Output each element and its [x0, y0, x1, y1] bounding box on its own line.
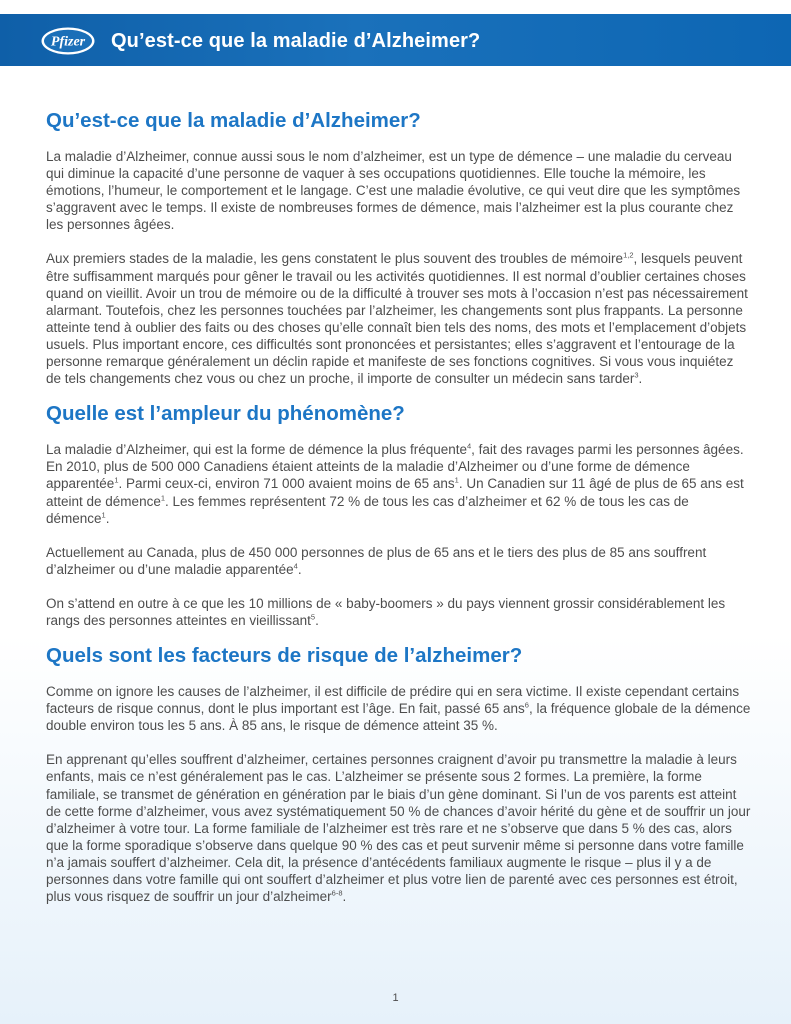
page-number: 1	[392, 992, 399, 1004]
footnote-ref: 1,2	[623, 250, 634, 260]
footnote-ref: 5	[310, 612, 316, 622]
paragraph: Actuellement au Canada, plus de 450 000 personnes de plus de 65 ans et le tiers des plus de 85 ans souffrent d’alzheimer ou d’une maladie apparentée$^4$.	[46, 544, 707, 577]
paragraph: On s’attend en outre à ce que les 10 millions de « baby-boomers » du pays viennent grossir considérablement les rangs des personnes atteintes en vieillissant$^5$.	[46, 595, 726, 628]
footnote-ref: 4	[467, 441, 472, 451]
section-heading: Qu’est-ce que la maladie d’Alzheimer?	[46, 109, 421, 132]
pfizer-logo	[40, 26, 96, 56]
footnote-ref: 1	[101, 510, 106, 520]
footnote-ref: 4	[293, 561, 298, 571]
header-title: Qu’est-ce que la maladie d’Alzheimer?	[111, 30, 481, 52]
paragraph: En apprenant qu’elles souffrent d’alzheimer, certaines personnes craignent d’avoir pu transmettre la maladie à leurs enfants, mais ce n’est généralement pas le cas. L’alzheimer se présente sous 2 formes. La première, la forme familiale, se transmet de génération en génération par le biais d’un gène dominant. Si l’un de vos parents est atteint de cette forme d’alzheimer, vous avez systématiquement 50 % de chances d’avoir hérité du gène et de souffrir un jour d’alzheimer à votre tour. La forme familiale de l’alzheimer est très rare et ne s’observe que dans 5 % des cas, alors que la forme sporadique s’observe dans quelque 90 % des cas et peut survenir même si personne dans votre famille n’a jamais souffert d’alzheimer. Cela dit, la présence d’antécédents familiaux augmente le risque – plus il y a de personnes dans votre famille qui ont souffert d’alzheimer et plus votre lien de parenté avec ces personnes est étroit, plus vous risquez de souffrir un jour d’alzheimer$^{6-8}$.	[46, 752, 751, 905]
footnote-ref: 3	[634, 370, 639, 380]
section-what-is-alzheimer	[46, 108, 752, 387]
paragraph: Comme on ignore les causes de l’alzheimer, il est difficile de prédire qui en sera victime. Il existe cependant certains facteurs de risque connus, dont le plus important est l’âge. En fait, passé 65 ans$^6$, la fréquence globale de la démence double environ tous les 5 ans. À 85 ans, le risque de démence atteint 35 %.	[46, 684, 751, 734]
paragraph: Aux premiers stades de la maladie, les gens constatent le plus souvent des troubles de mémoire$^{1,2}$, lesquels peuvent être suffisamment marqués pour gêner le travail ou les activités quotidiennes. Il est normal d’oublier certaines choses quand on vieillit. Avoir un trou de mémoire ou de la difficulté à trouver ses mots à l’occasion n’est pas nécessairement alarmant. Toutefois, chez les personnes touchées par l’alzheimer, les changements sont plus frappants. La personne atteinte tend à oublier des faits ou des choses qu’elle connaît bien tels des noms, des mots et l’emplacement d’objets usuels. Plus important encore, ces difficultés sont prononcées et persistantes; elles s’aggravent et l’entourage de la personne remarque généralement un déclin rapide et manifeste de ses fonctions cognitives. Si vous vous inquiétez de tels changements chez vous ou chez un proche, il importe de consulter un médecin sans tarder$^3$.	[46, 250, 748, 387]
section-scale	[46, 401, 752, 629]
footnote-ref: 1	[114, 475, 119, 485]
section-heading: Quelle est l’ampleur du phénomène?	[46, 402, 405, 426]
footnote-ref: 6-8	[331, 888, 343, 898]
footnote-ref: 1	[454, 475, 459, 485]
logo-text: Pfizer	[50, 34, 86, 50]
paragraph: La maladie d’Alzheimer, connue aussi sous le nom d’alzheimer, est un type de démence – une maladie du cerveau qui diminue la capacité d’une personne de vaquer à ses occupations quotidiennes. Elle touche la mémoire, les émotions, l’humeur, le comportement et le langage. C’est une maladie évolutive, ce qui veut dire que les symptômes s’aggravent avec le temps. Il existe de nombreuses formes de démence, mais l’alzheimer est la plus courante chez les personnes âgées.	[46, 149, 741, 233]
footnote-ref: 1	[160, 493, 166, 502]
document-body	[46, 108, 752, 905]
section-heading: Quels sont les facteurs de risque de l’alzheimer?	[46, 644, 523, 668]
section-risk-factors	[46, 643, 752, 905]
footnote-ref: 6	[524, 700, 529, 710]
paragraph: La maladie d’Alzheimer, qui est la forme de démence la plus fréquente$^4$, fait des ravages parmi les personnes âgées. En 2010, plus de 500 000 Canadiens étaient atteints de la maladie d’Alzheimer ou d’une forme de démence apparentée$^1$. Parmi ceux-ci, environ 71 000 avaient moins de 65 ans$^1$. Un Canadien sur 11 âgé de plus de 65 ans est atteint de démence$^1$. Les femmes représentent 72 % de tous les cas d’alzheimer et 62 % de tous les cas de démence$^1$.	[46, 441, 744, 526]
